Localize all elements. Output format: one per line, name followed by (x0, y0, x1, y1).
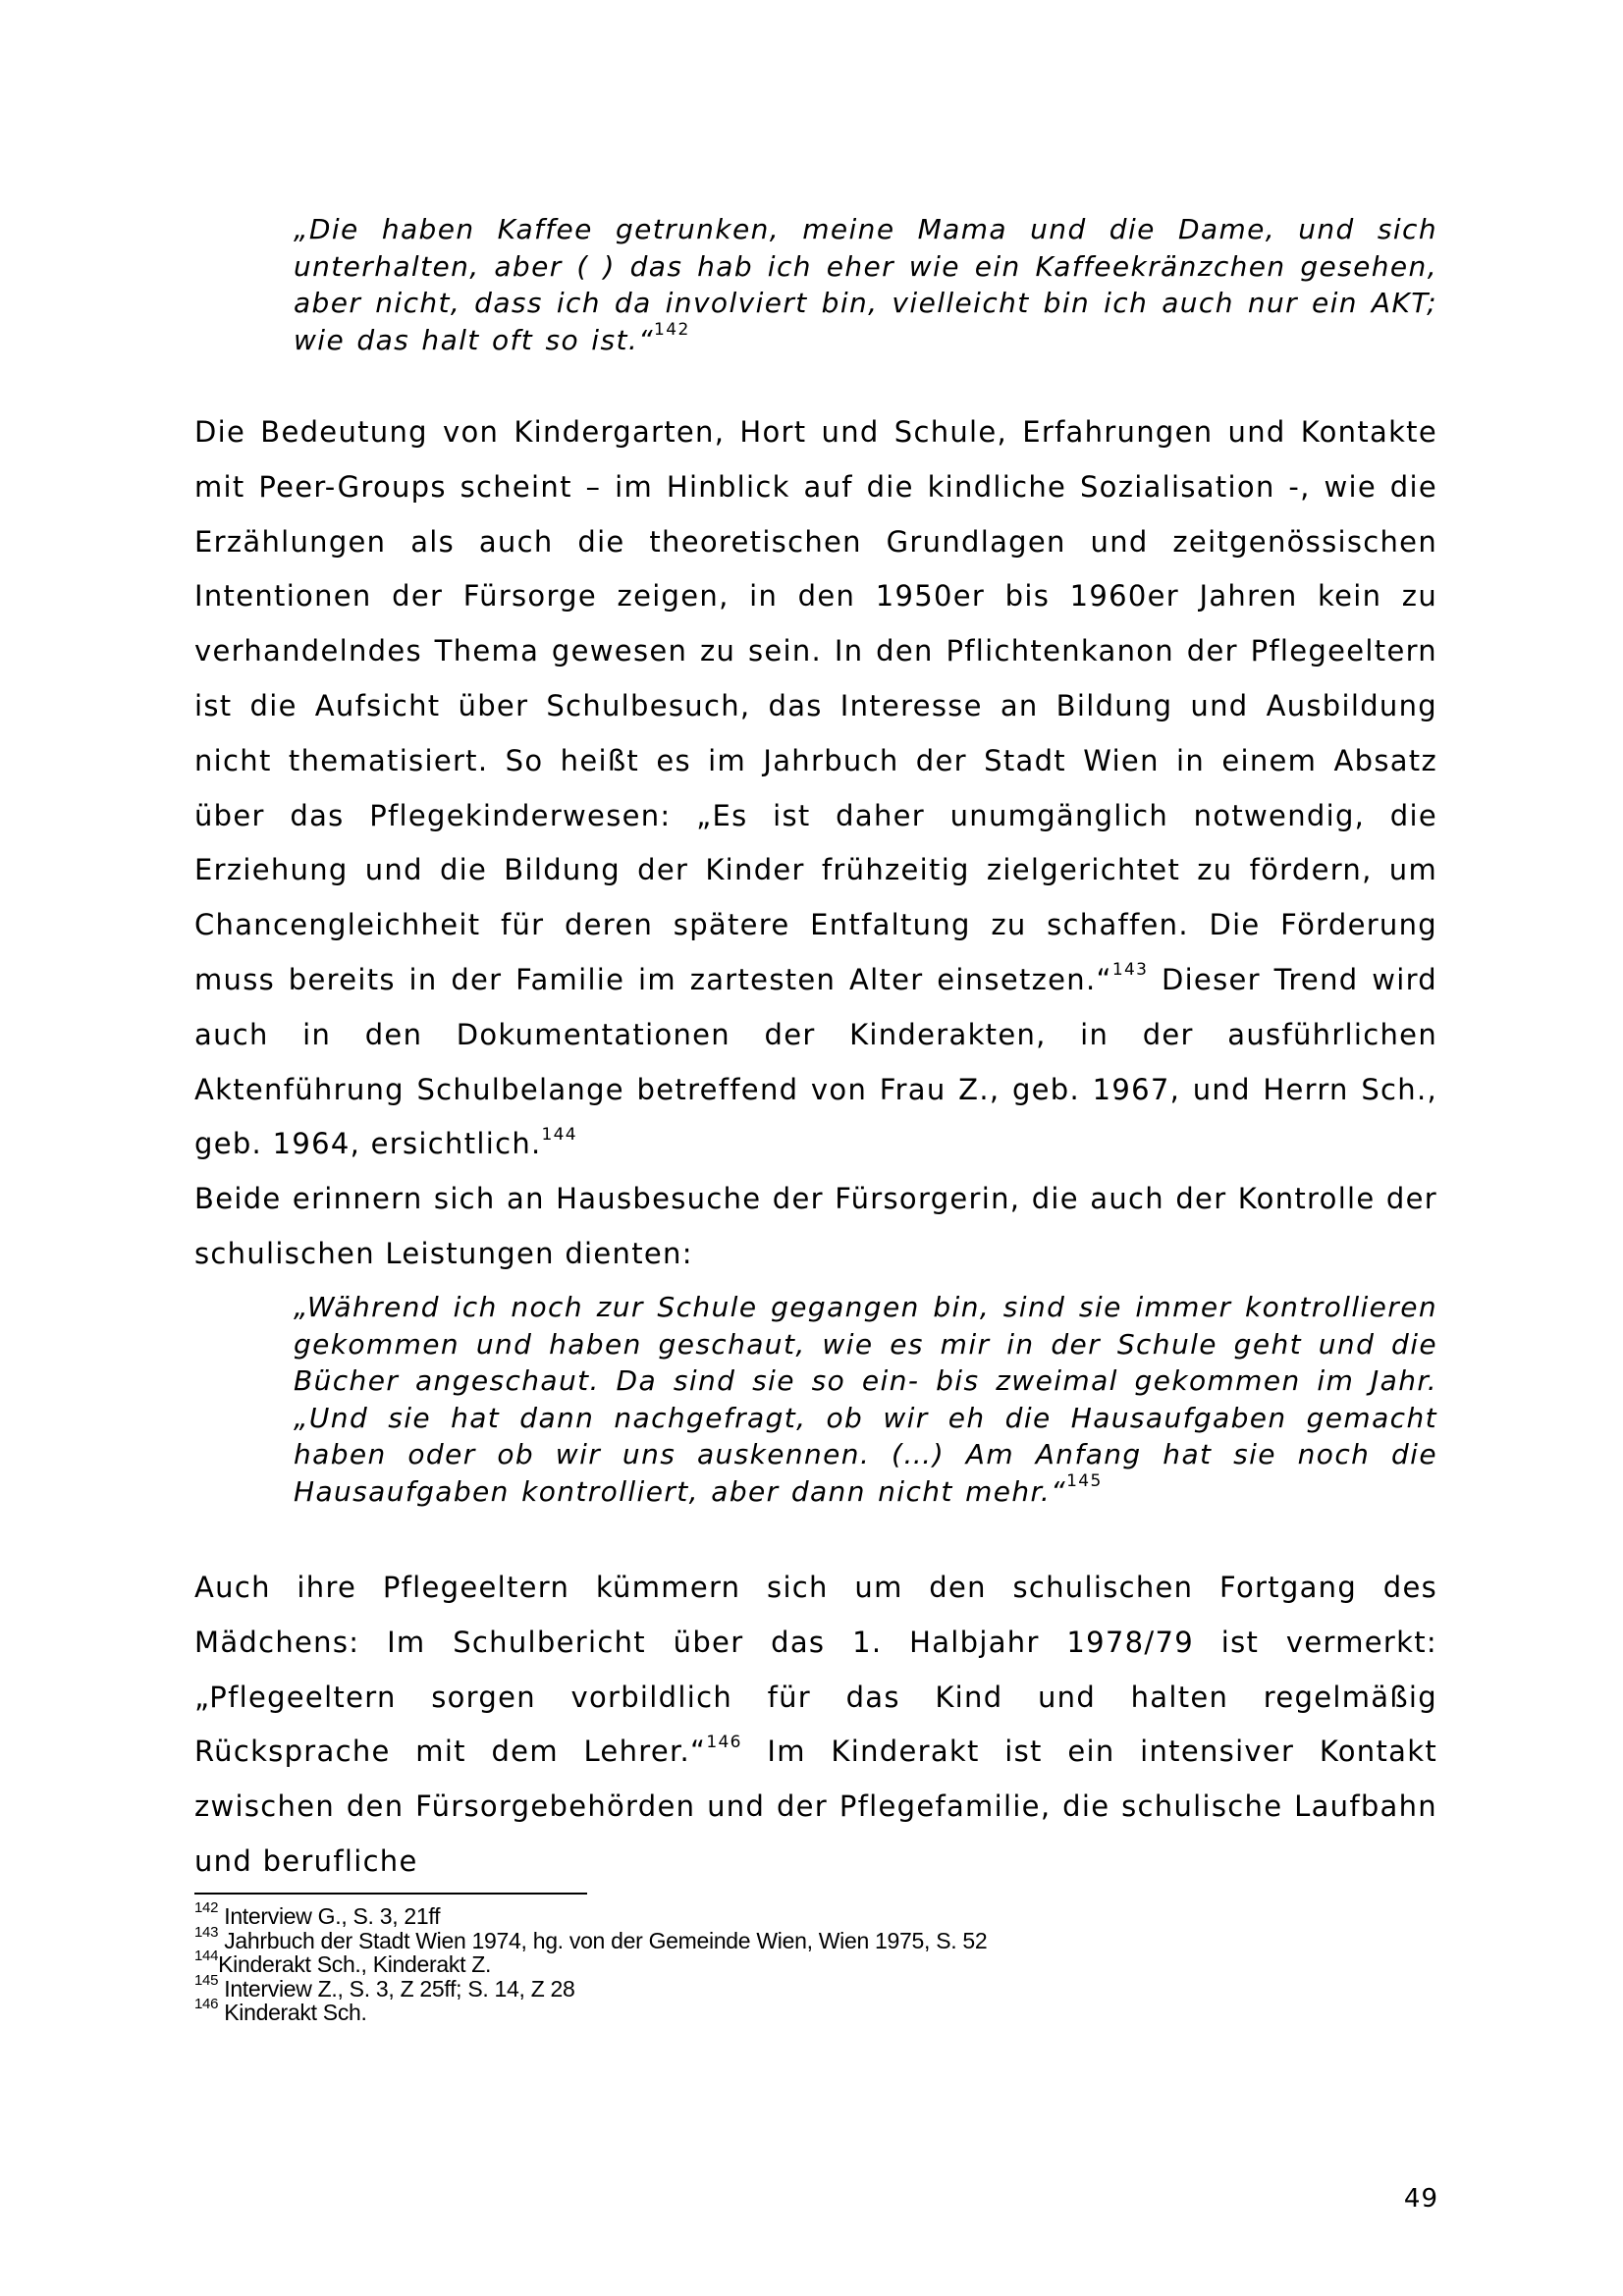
footnote-144 (194, 1948, 1274, 1977)
page-number: 49 (1403, 2184, 1438, 2214)
block-quote-interview-z (294, 1289, 1437, 1510)
footnote-text: Jahrbuch der Stadt Wien 1974, hg. von der Gemeinde Wien, Wien 1975, S. 52 (218, 1927, 988, 1953)
paragraph-text: Auch ihre Pflegeeltern kümmern sich um den schulischen Fortgang des Mädchens: Im Schulbericht über das 1. Halbjahr 1978/79 ist vermerkt: „Pflegeeltern sorgen vorbildlich für das Kind und halten regelmäßig Rücksprache mit dem Lehrer.“ (194, 1571, 1437, 1769)
footnote-146 (194, 1996, 1274, 2025)
body-paragraph-foster-parents (194, 1561, 1437, 1890)
footnote-number: 145 (194, 1971, 219, 1989)
footnote-separator (194, 1893, 587, 1895)
footnote-text: Kinderakt Sch. (218, 2000, 367, 2025)
footnote-ref-142[interactable]: 142 (654, 320, 690, 341)
footnote-text: Interview Z., S. 3, Z 25ff; S. 14, Z 28 (218, 1975, 575, 2002)
footnote-143 (194, 1923, 1274, 1953)
quote-text: „Die haben Kaffee getrunken, meine Mama und die Dame, und sich unterhalten, aber ( ) das hab ich eher wie ein Kaffeekränzchen gesehen, aber nicht, dass ich da involviert bin, vielleicht bin ich auch nur ein AKT; wie das halt oft so ist.“ (294, 213, 1437, 356)
block-quote-interview-g (294, 211, 1437, 358)
footnote-145 (194, 1971, 1274, 2002)
paragraph-text: Beide erinnern sich an Hausbesuche der Fürsorgerin, die auch der Kontrolle der schulischen Leistungen dienten: (194, 1182, 1437, 1270)
footnote-number: 143 (194, 1923, 219, 1941)
footnote-number: 142 (194, 1899, 219, 1917)
footnote-ref-145[interactable]: 145 (1066, 1471, 1103, 1492)
footnote-ref-144[interactable]: 144 (541, 1124, 577, 1145)
footnote-text: Kinderakt Sch., Kinderakt Z. (218, 1951, 492, 1977)
body-paragraph-education (194, 405, 1437, 1282)
footnote-142 (194, 1899, 1274, 1929)
footnotes (194, 1899, 1274, 2025)
paragraph-text: Im Kinderakt ist ein intensiver Kontakt zwischen den Fürsorgebehörden und der Pflegefamilie, die schulische Laufbahn und berufliche (194, 1735, 1437, 1878)
paragraph-text: Dieser Trend wird auch in den Dokumentationen der Kinderakten, in der ausführlichen Aktenführung Schulbelange betreffend von Frau Z., geb. 1967, und Herrn Sch., geb. 1964, ersichtlich. (194, 962, 1438, 1161)
footnote-ref-143[interactable]: 143 (1111, 960, 1149, 981)
footnote-number: 146 (194, 1996, 219, 2013)
quote-text: „Während ich noch zur Schule gegangen bin, sind sie immer kontrollieren gekommen und haben geschaut, wie es mir in der Schule geht und die Bücher angeschaut. Da sind sie so ein- bis zweimal gekommen im Jahr. „Und sie hat dann nachgefragt, ob wir eh die Hausaufgaben gemacht haben oder ob wir uns auskennen. (…) Am Anfang hat sie noch die Hausaufgaben kontrolliert, aber dann nicht mehr.“ (294, 1291, 1437, 1508)
footnote-number: 144 (194, 1948, 219, 1965)
paragraph-text: Die Bedeutung von Kindergarten, Hort und Schule, Erfahrungen und Kontakte mit Peer-Groups scheint – im Hinblick auf die kindliche Sozialisation -, wie die Erzählungen als auch die theoretischen Grundlagen und zeitgenössischen Intentionen der Fürsorge zeigen, in den 1950er bis 1960er Jahren kein zu verhandelndes Thema gewesen zu sein. In den Pflichtenkanon der Pflegeeltern ist die Aufsicht über Schulbesuch, das Interesse an Bildung und Ausbildung nicht thematisiert. So heißt es im Jahrbuch der Stadt Wien in einem Absatz über das Pflegekinderwesen: „Es ist daher unumgänglich notwendig, die Erziehung und die Bildung der Kinder frühzeitig zielgerichtet zu fördern, um Chancengleichheit für deren spätere Entfaltung zu schaffen. Die Förderung muss bereits in der Familie im zartesten Alter einsetzen.“ (194, 415, 1437, 996)
footnote-ref-146[interactable]: 146 (706, 1732, 742, 1752)
footnote-text: Interview G., S. 3, 21ff (218, 1903, 441, 1929)
